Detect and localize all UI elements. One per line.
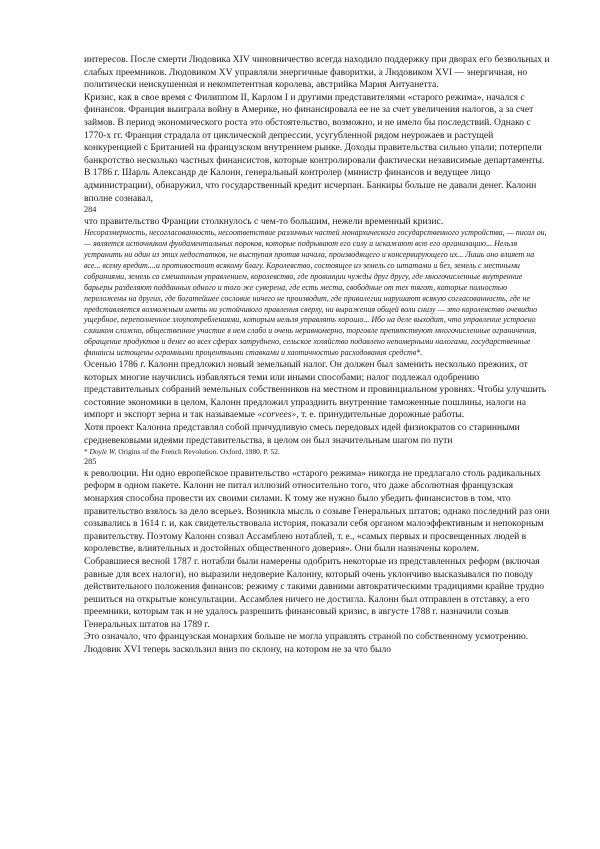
block-quote: Несоразмерность, несогласованность, несоответствие различных частей монархического государственного устройства, — писал он, — является источником фундаментальных пороков, которые подрывают его силу и искажают всю его организацию... Нельзя устранить ни один из этих недостатков, не выступая против начала, производящего и консервирующего их... Лишь оно влияет на все... всему вредит....и противостоит всякому благу. Королевство, состоящее из земель со штатами и без, земель с местными собраниями, земель со смешанным управлением, королевство, где провинции чужды друг другу, где многочисленные внутренние барьеры разделяют подданных одного и того же суверена, где есть места, свободные от тех тягот, которые полностью переложены на других, где богатейшее сословие ничего не производит, где привилегии нарушают всякую согласованность, где не представляется возможным иметь ни устойчивого правления сверху, ни выражения общей воли снизу — это королевство очевидно ущербное, переполненное злоупотреблениями, которым нельзя управлять хорошо... Ибо на деле выходит, что управление устроено слишком сложно, общественное участие в нем слабо и очень неравномерно, торговле препятствуют многочисленные ограничения, обращение продуктов и денег во всех сферах затруднено, сельское хозяйство подавлено непомерными налогами, государственные финансы истощены огромными процентными ставками и хаотичностью расходования средств*. — [84, 228, 547, 358]
paragraph: Собравшиеся весной 1787 г. нотабли были намерены одобрить некоторые из представленных реформ (включая равные для всех налоги), но выразили недоверие Калонну, который очень уклончиво высказывался по поводу действительного положения финансов: режиму с такими давними автократическими традициями крайне трудно решиться на открытые консультации. Ассамблея ничего не достигла. Калонн был отправлен в отставку, а его преемники, которым так и не удалось разрешить финансовый кризис, в августе 1788 г. назначили созыв Генеральных штатов на 1789 г. — [84, 555, 545, 630]
italic-term: «corvees» — [257, 409, 297, 421]
paragraph-continuation: что правительство Франции столкнулось с чем-то большим, нежели временный кризис. — [84, 215, 444, 227]
paragraph-text: , т. е. принудительные дорожные работы. — [296, 409, 465, 421]
document-page — [84, 54, 550, 657]
page-number: 284 — [84, 205, 97, 215]
paragraph: к революции. Ни одно европейское правительство «старого режима» никогда не предлагало столь радикальных реформ в одном пакете. Калонн не питал иллюзий относительно того, что даже абсолютная французская монархия способна провести их своими силами. К тому же нужно было убедить финансистов в том, что правительство взялось за дело всерьез. Возникла мысль о созыве Генеральных штатов; однако последний раз они созывались в 1614 г. и, как свидетельствовала история, показали себя органом малоэффективным и непокорным правительству. Поэтому Калонн созвал Ассамблею нотаблей, т. е., «самых первых и просвещенных людей в королевстве, влиятельных и достойных общественного доверия». Они были назначены королем. — [84, 467, 550, 555]
footnote-text: Origins of the French Revolution. Oxford, 1980. P. 52. — [116, 447, 280, 457]
paragraph-text: Осенью 1786 г. Калонн предложил новый земельный налог. Он должен был заменить несколько прежних, от которых многие научились избавляться теми или иными способами; налог подлежал одобрению представительных собраний земельных собственников на местном и провинциальном уровнях. Чтобы улучшить состояние экономики в целом, Калонн предложил упразднить внутренние таможенные пошлины, налоги на импорт и экспорт зерна и так называемые — [84, 359, 547, 421]
footnote-author: Doyle W. — [89, 447, 117, 457]
footnote — [84, 447, 550, 457]
paragraph: Это означало, что французская монархия больше не могла управлять страной по собственному усмотрению. Людовик XVI теперь заскользил вниз по склону, на котором не за что было — [84, 631, 529, 656]
paragraph: Кризис, как в свое время с Филиппом II, Карлом I и другими представителями «старого режима», начался с финансов. Франция выиграла войну в Америке, но финансировала ее не за счет увеличения налогов, а за счет займов. В период экономического роста это обстоятельство, возможно, и не имело бы последствий. Однако с 1770-х гг. Франция страдала от циклической депрессии, усугубленной рядом неурожаев и растущей конкуренцией с Британией на французском внутреннем рынке. Доходы правительства сильно упали; потерпели банкротство несколько частных финансистов, которые контролировали фактически независимые департаменты. В 1786 г. Шарль Александр де Калонн, генеральный контролер (министр финансов и ведущее лицо администрации), обнаружил, что государственный кредит исчерпан. Банкиры больше не давали денег. Калонн вполне сознавал, — [84, 91, 545, 204]
page-number: 285 — [84, 457, 97, 467]
paragraph — [84, 359, 550, 422]
paragraph: Хотя проект Калонна представлял собой причудливую смесь передовых идей физиократов со старинными средневековыми идеями представительства, в целом он был значительным шагом по пути — [84, 422, 520, 446]
footnote-marker: * — [84, 447, 90, 457]
paragraph: интересов. После смерти Людовика XIV чиновничество всегда находило поддержку при дворах его безвольных и слабых преемников. Людовиком XV управляли энергичные фаворитки, а Людовиком XVI — энергичная, но политически неискушенная и некомпетентная королева, австрийка Мария Антуанетта. — [84, 54, 550, 91]
